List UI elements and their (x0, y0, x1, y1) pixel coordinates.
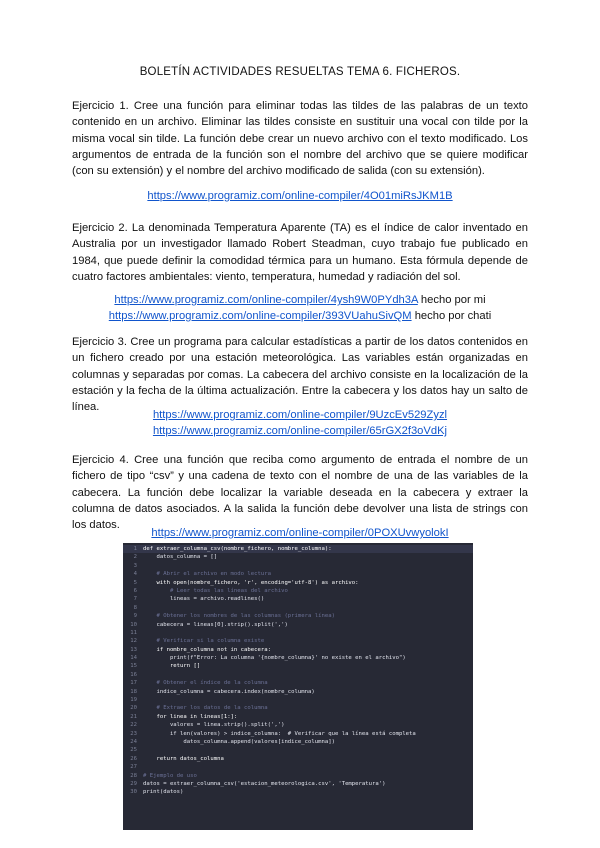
code-line-text: # Abrir el archivo en modo lectura (143, 571, 271, 578)
code-line-text: # Extraer los datos de la columna (143, 705, 268, 712)
code-line-number: 12 (130, 638, 137, 645)
code-line-text: if len(valores) > indice_columna: # Verificar que la línea está completa (143, 730, 416, 737)
code-line-number: 15 (130, 663, 137, 670)
code-line-text: cabecera = lineas[0].strip().split(',') (143, 621, 288, 628)
code-line-text: datos_columna.append(valores[indice_columna]) (143, 738, 335, 745)
code-line-number: 3 (133, 562, 137, 569)
code-line (123, 629, 473, 637)
code-line (123, 612, 473, 620)
code-line-number: 4 (133, 571, 137, 578)
code-line (123, 545, 473, 553)
code-line-text: return datos_columna (143, 755, 224, 762)
code-line-text: # Leer todas las líneas del archivo (143, 587, 288, 594)
exercise-3-link-2[interactable]: https://www.programiz.com/online-compiler/65rGX2f3oVdKj (152, 425, 448, 437)
code-line (123, 696, 473, 704)
code-line (123, 604, 473, 612)
code-line-number: 19 (130, 697, 137, 704)
code-line (123, 570, 473, 578)
exercise-3-text: Ejercicio 3. Cree un programa para calcular estadísticas a partir de los datos contenidos en un fichero creado por una estación meteorológica. Las variables están organizadas en columnas y separadas por comas. La cabecera del archivo consiste en la localización de la estación y la fecha de la última actualización. Entre la cabecera y los datos hay un salto de línea. (72, 336, 528, 414)
code-line-text: # Ejemplo de uso (143, 772, 197, 779)
code-line-number: 7 (133, 596, 137, 603)
code-line (123, 780, 473, 788)
code-line-number: 17 (130, 680, 137, 687)
code-line-text: lineas = archivo.readlines() (143, 596, 265, 603)
code-line-text: valores = linea.strip().split(',') (143, 722, 285, 729)
code-line-text: datos = extraer_columna_csv('estacion_meteorologica.csv', 'Temperatura') (143, 780, 386, 787)
exercise-2-link-1[interactable]: https://www.programiz.com/online-compiler/4ysh9W0PYdh3A (114, 294, 418, 306)
code-line-number: 24 (130, 738, 137, 745)
code-line-number: 30 (130, 789, 137, 796)
code-line-number: 18 (130, 688, 137, 695)
code-line-text: with open(nombre_fichero, 'r', encoding='utf-8') as archivo: (143, 579, 359, 586)
exercise-2-link-2-note: hecho por chati (411, 310, 492, 322)
code-line-number: 11 (130, 629, 137, 636)
code-line (123, 595, 473, 603)
code-line-number: 9 (133, 613, 137, 620)
code-line-text: # Obtener los nombres de las columnas (primera línea) (143, 613, 335, 620)
exercise-2-link-1-note: hecho por mi (417, 294, 486, 306)
code-line-number: 5 (133, 579, 137, 586)
exercise-2-link-row-1 (72, 292, 528, 308)
code-line-number: 28 (130, 772, 137, 779)
code-line-text: indice_columna = cabecera.index(nombre_columna) (143, 688, 315, 695)
code-line (123, 671, 473, 679)
code-line-text: for linea in lineas[1:]: (143, 713, 238, 720)
exercise-1-links (72, 188, 528, 204)
code-line-number: 14 (130, 655, 137, 662)
code-line-number: 6 (133, 587, 137, 594)
code-line-number: 27 (130, 764, 137, 771)
document-title: BOLETÍN ACTIVIDADES RESUELTAS TEMA 6. FICHEROS. (139, 66, 461, 78)
code-line-number: 29 (130, 780, 137, 787)
code-line-text: # Obtener el índice de la columna (143, 680, 268, 687)
code-line-text: return [] (143, 663, 201, 670)
exercise-3-link-row-1 (72, 407, 528, 423)
code-line (123, 763, 473, 771)
code-line-number: 2 (133, 554, 137, 561)
code-line (123, 746, 473, 754)
exercise-1-text: Ejercicio 1. Cree una función para eliminar todas las tildes de las palabras de un texto contenido en un archivo. Eliminar las tildes consiste en sustituir una vocal con tilde por la misma vocal sin tilde. La función debe crear un nuevo archivo con el texto modificado. Los argumentos de entrada de la función son el nombre del archivo que se quiere modificar (con su extensión) y el nombre del archivo modificado de salida (con su extensión). (72, 100, 528, 178)
code-screenshot (123, 543, 473, 830)
exercise-3-link-row-2 (72, 423, 528, 439)
code-line (123, 637, 473, 645)
code-line-number: 23 (130, 730, 137, 737)
exercise-2-links (72, 292, 528, 324)
exercise-4-link-1[interactable]: https://www.programiz.com/online-compiler/0POXUvwyolokI (151, 527, 449, 539)
code-line-text: def extraer_columna_csv(nombre_fichero, nombre_columna): (143, 546, 332, 552)
code-line (123, 704, 473, 712)
code-line-number: 26 (130, 755, 137, 762)
exercise-3-link-1[interactable]: https://www.programiz.com/online-compiler/9UzcEv529Zyzl (152, 409, 448, 421)
code-line-number: 13 (130, 646, 137, 653)
code-line (123, 553, 473, 561)
code-line-text: # Verificar si la columna existe (143, 638, 265, 645)
code-line (123, 772, 473, 780)
exercise-2-link-row-2 (72, 308, 528, 324)
code-line (123, 662, 473, 670)
code-line (123, 562, 473, 570)
code-line-number: 1 (133, 546, 137, 552)
exercise-2-link-2[interactable]: https://www.programiz.com/online-compiler/393VUahuSivQM (108, 310, 412, 322)
code-line (123, 654, 473, 662)
code-line (123, 755, 473, 763)
exercise-4-links (72, 525, 528, 541)
code-line-text: datos_columna = [] (143, 554, 218, 561)
code-line-number: 20 (130, 705, 137, 712)
code-line (123, 738, 473, 746)
exercise-2-text: Ejercicio 2. La denominada Temperatura Aparente (TA) es el índice de calor inventado en Australia por un investigador llamado Robert Steadman, cuyo trabajo fue publicado en 1984, que puede definir la comodidad térmica para un humano. Esta fórmula depende de cuatro factores ambientales: viento, temperatura, humedad y radiación del sol. (72, 222, 528, 283)
code-line (123, 587, 473, 595)
code-line (123, 730, 473, 738)
code-line (123, 679, 473, 687)
code-line (123, 713, 473, 721)
code-line (123, 721, 473, 729)
code-line (123, 621, 473, 629)
code-line-text: print(f"Error: La columna '{nombre_columna}' no existe en el archivo") (143, 655, 406, 662)
code-line-number: 8 (133, 604, 137, 611)
code-line-text: if nombre_columna not in cabecera: (143, 646, 271, 653)
code-line-number: 16 (130, 671, 137, 678)
code-line (123, 788, 473, 796)
code-line-number: 25 (130, 747, 137, 754)
code-line-number: 21 (130, 713, 137, 720)
exercise-1-link-1[interactable]: https://www.programiz.com/online-compiler/4O01miRsJKM1B (147, 190, 453, 202)
exercise-4-text: Ejercicio 4. Cree una función que reciba como argumento de entrada el nombre de un fichero de tipo “csv” y una cadena de texto con el nombre de una de las variables de la cabecera. La función debe localizar la variable deseada en la cabecera y extraer la columna de datos asociados. A la salida la función debe devolver una lista de strings con los datos. (72, 454, 528, 532)
code-line (123, 688, 473, 696)
code-line (123, 579, 473, 587)
code-line-number: 22 (130, 722, 137, 729)
code-line (123, 646, 473, 654)
code-line-number: 10 (130, 621, 137, 628)
exercise-3-links (72, 407, 528, 439)
code-line-text: print(datos) (143, 789, 184, 796)
